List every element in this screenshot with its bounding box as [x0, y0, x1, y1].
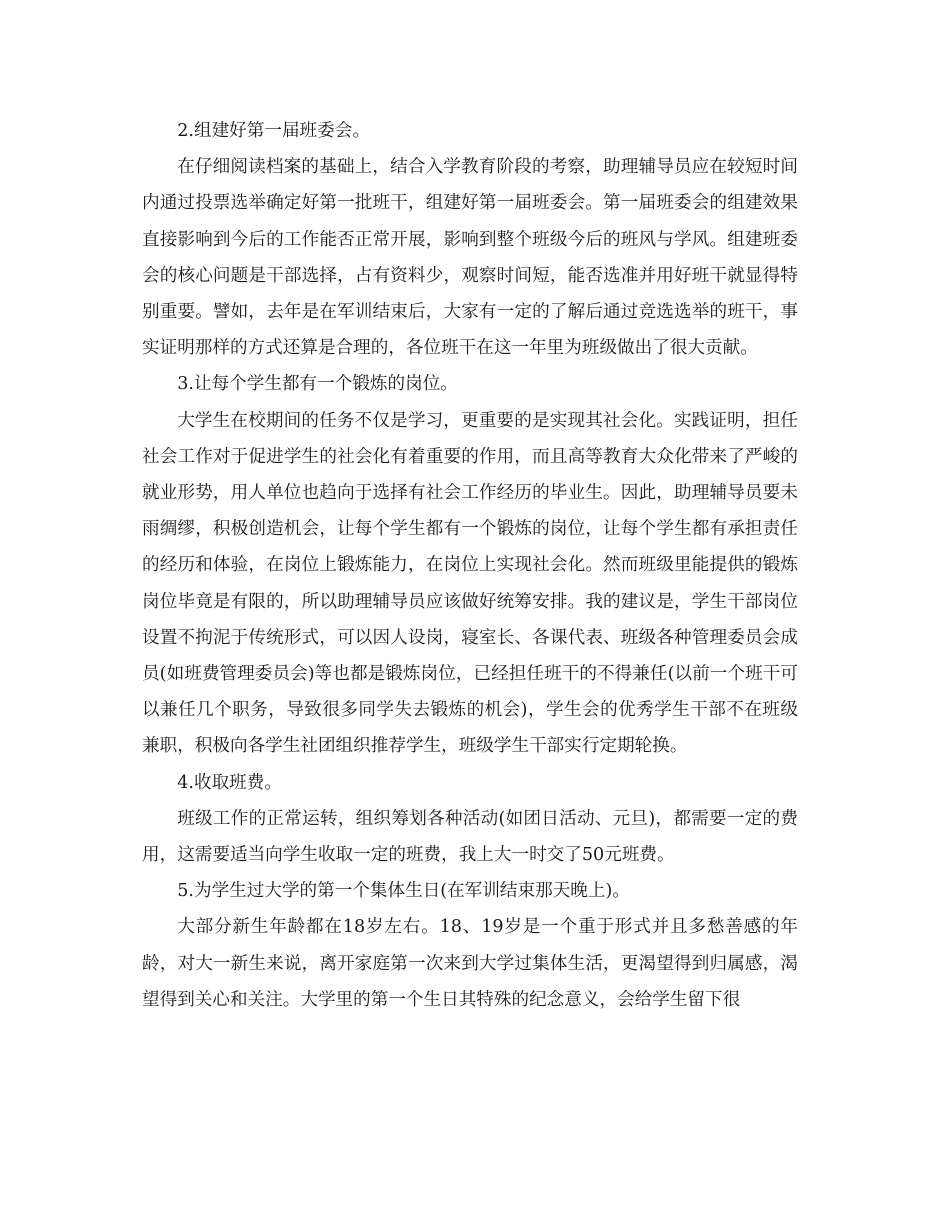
heading-item-2: 2.组建好第一届班委会。 — [177, 121, 370, 141]
heading-item-5: 5.为学生过大学的第一个集体生日(在军训结束那天晚上)。 — [177, 881, 630, 902]
paragraph-class-fee: 班级工作的正常运转，组织筹划各种活动(如团日活动、元旦)，都需要一定的费用，这需要适当向学生收取一定的班费，我上大一时交了50元班费。 — [142, 808, 798, 866]
heading-item-4: 4.收取班费。 — [177, 772, 282, 793]
paragraph-training-positions: 大学生在校期间的任务不仅是学习，更重要的是实现其社会化。实践证明，担任社会工作对于促进学生的社会化有着重要的作用，而且高等教育大众化带来了严峻的就业形势，用人单位也趋向于选择有社会工作经历的毕业生。因此，助理辅导员要未雨绸缪，积极创造机会，让每个学生都有一个锻炼的岗位，让每个学生都有承担责任的经历和体验，在岗位上锻炼能力，在岗位上实现社会化。然而班级里能提供的锻炼岗位毕竟是有限的，所以助理辅导员应该做好统筹安排。我的建议是，学生干部岗位设置不拘泥于传统形式，可以因人设岗，寝室长、各课代表、班级各种管理委员会成员(如班费管理委员会)等也都是锻炼岗位，已经担任班干的不得兼任(以前一个班干可以兼任几个职务，导致很多同学失去锻炼的机会)，学生会的优秀学生干部不在班级兼职，积极向各学生社团组织推荐学生，班级学生干部实行定期轮换。 — [142, 410, 798, 757]
heading-item-3: 3.让每个学生都有一个锻炼的岗位。 — [177, 374, 458, 395]
document-body — [142, 113, 798, 1018]
paragraph-class-committee: 在仔细阅读档案的基础上，结合入学教育阶段的考察，助理辅导员应在较短时间内通过投票选举确定好第一批班干，组建好第一届班委会。第一届班委会的组建效果直接影响到今后的工作能否正常开展，影响到整个班级今后的班风与学风。组建班委会的核心问题是干部选择，占有资料少，观察时间短，能否选准并用好班干就显得特别重要。譬如，去年是在军训结束后，大家有一定的了解后通过竞选选举的班干，事实证明那样的方式还算是合理的，各位班干在这一年里为班级做出了很大贡献。 — [142, 157, 798, 359]
paragraph-birthday: 大部分新生年龄都在18岁左右。18、19岁是一个重于形式并且多愁善感的年龄，对大一新生来说，离开家庭第一次来到大学过集体生活，更渴望得到归属感，渴望得到关心和关注。大学里的第一个生日其特殊的纪念意义，会给学生留下很 — [142, 917, 798, 1010]
